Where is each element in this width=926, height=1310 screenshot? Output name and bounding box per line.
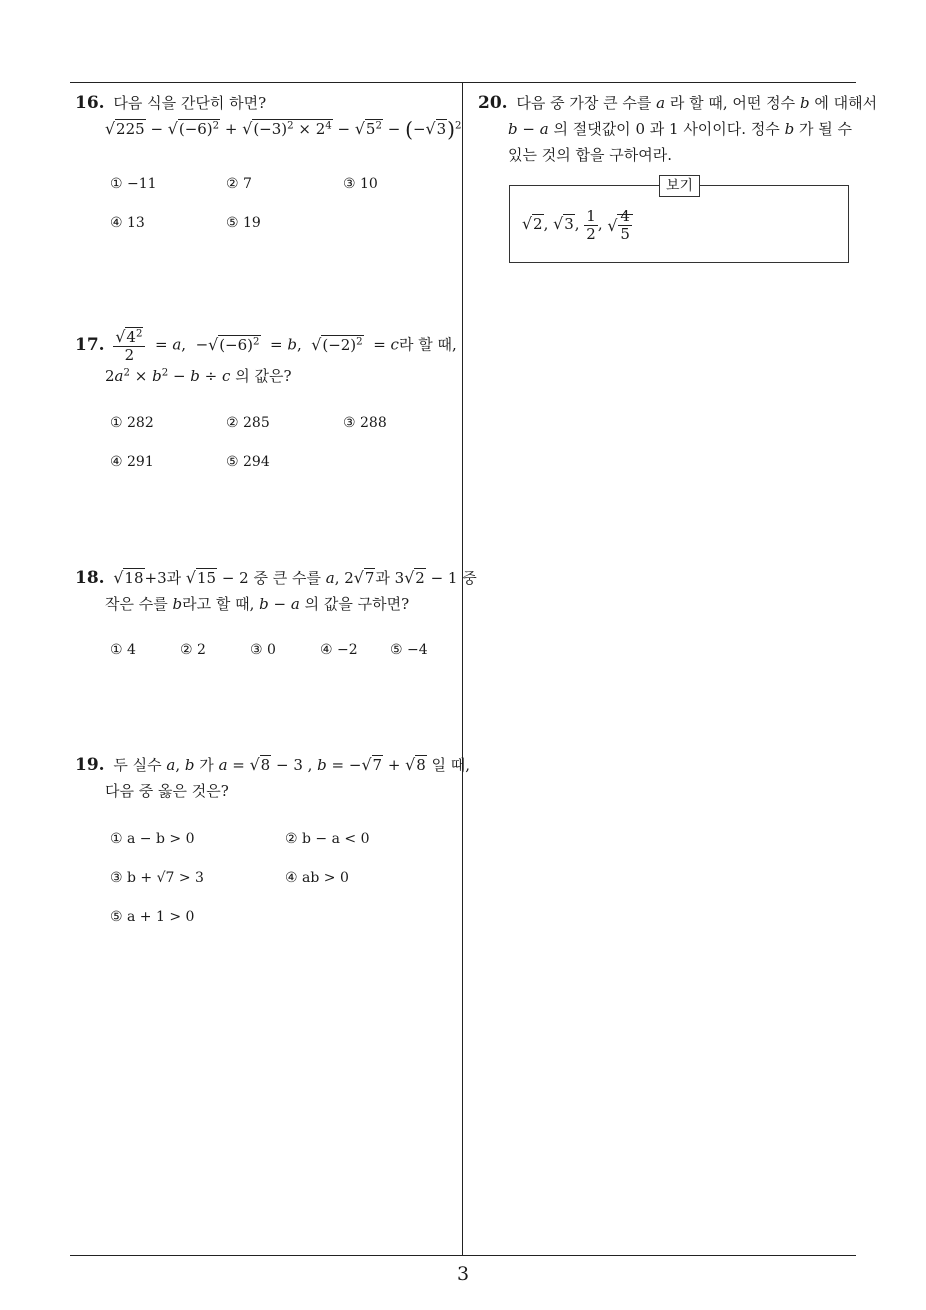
choice-1[interactable]: ① −11 xyxy=(110,176,157,192)
choice-1[interactable]: ① a − b > 0 xyxy=(110,831,195,847)
choice-4[interactable]: ④ −2 xyxy=(320,642,358,658)
choice-2[interactable]: ② 7 xyxy=(226,176,252,192)
choice-5[interactable]: ⑤ −4 xyxy=(390,642,428,658)
choice-4[interactable]: ④ 291 xyxy=(110,454,154,470)
page-number: 3 xyxy=(456,1263,470,1285)
question-tail: 라 할 때, xyxy=(398,335,457,354)
question-statement: 17. $\frac{√4^2}{2}$ = a, $-√(-6)^2 = b$, $√(-2)^2 = c$라 할 때, xyxy=(75,327,457,364)
choice-2[interactable]: ② 2 xyxy=(180,642,206,658)
text-larger: 중 큰 수를 xyxy=(253,569,321,587)
choice-4[interactable]: ④ 13 xyxy=(110,215,145,231)
question-prompt: 있는 것의 합을 구하여라. xyxy=(508,146,672,164)
question-suffix: 의 값을 구하면? xyxy=(304,595,410,613)
choice-5[interactable]: ⑤ 294 xyxy=(226,454,270,470)
text-when: 라고 할 때, xyxy=(182,595,255,613)
question-suffix: 의 값은? xyxy=(235,367,292,385)
text-among: 중 xyxy=(462,569,477,587)
text-particle: 가 xyxy=(199,756,214,774)
question-prompt: 다음 식을 간단히 하면? xyxy=(113,94,267,112)
question-18: 18. √18+3과 √15 − 2 중 큰 수를 a, 2√7과 3√2 − 1 중 작은 수를 b라고 할 때, b − a 의 값을 구하면? xyxy=(75,565,477,617)
question-19 xyxy=(75,752,470,804)
choice-5[interactable]: ⑤ 19 xyxy=(226,215,261,231)
question-statement: 18. √18+3과 √15 − 2 중 큰 수를 a, 2√7과 3√2 − 1 중 xyxy=(75,568,477,588)
top-rule xyxy=(70,82,856,83)
choice-5[interactable]: ⑤ a + 1 > 0 xyxy=(110,909,195,925)
question-number: 20. xyxy=(478,93,508,113)
choice-3[interactable]: ③ 288 xyxy=(343,415,387,431)
question-statement: 19. 두 실수 a, b 가 a = √8 − 3 , b = −√7 + √8 일 때, xyxy=(75,755,471,775)
question-number: 18. xyxy=(75,568,105,588)
question-16 xyxy=(75,90,462,142)
expression: $√225 - √(-6)^2 + √(-3)^2 \times 2^4 - √5^2 - (-√3)^2$ xyxy=(105,117,462,142)
choice-2[interactable]: ② b − a < 0 xyxy=(285,831,370,847)
example-box-label: 보기 xyxy=(659,175,700,197)
text-and-2: 과 xyxy=(375,569,390,587)
text-largest: 다음 중 가장 큰 수를 xyxy=(516,94,652,112)
example-box-values: √2, √3, $\frac{1}{2}$ , √ $\frac{4}{5}$ xyxy=(522,208,633,242)
text-when: 일 때, xyxy=(431,756,471,774)
choice-4[interactable]: ④ ab > 0 xyxy=(285,870,349,886)
text-for: 에 대해서 xyxy=(814,94,878,112)
choice-3[interactable]: ③ b + √7 > 3 xyxy=(110,870,204,886)
question-prompt: 다음 중 옳은 것은? xyxy=(105,782,229,800)
example-box xyxy=(509,178,849,263)
text-smaller: 작은 수를 xyxy=(105,595,168,613)
question-number: 19. xyxy=(75,755,105,775)
column-divider xyxy=(462,82,463,1255)
text-two-reals: 두 실수 xyxy=(113,756,162,774)
choice-2[interactable]: ② 285 xyxy=(226,415,270,431)
question-number: 17. xyxy=(75,334,105,355)
choice-1[interactable]: ① 4 xyxy=(110,642,136,658)
choice-1[interactable]: ① 282 xyxy=(110,415,154,431)
text-and: 과 xyxy=(166,569,182,587)
text-can-be: 가 될 수 xyxy=(798,120,852,138)
choice-3[interactable]: ③ 0 xyxy=(250,642,276,658)
question-20: 20. 다음 중 가장 큰 수를 a 라 할 때, 어떤 정수 b 에 대해서 b − a 의 절댓값이 0 과 1 사이이다. 정수 b 가 될 수 있는 것의 합을 구하여라. xyxy=(478,90,877,168)
question-17: 17. $\frac{√4^2}{2}$ = a, $-√(-6)^2 = b$, $√(-2)^2 = c$라 할 때, $2a^2 \times b^2 - b \div c$ 의 값은? xyxy=(75,327,457,385)
question-number: 16. xyxy=(75,93,105,113)
bottom-rule xyxy=(70,1255,856,1256)
choice-3[interactable]: ③ 10 xyxy=(343,176,378,192)
text-integer: 라 할 때, 어떤 정수 xyxy=(669,94,796,112)
text-abs: 의 절댓값이 0 과 1 사이이다. 정수 xyxy=(553,120,780,138)
